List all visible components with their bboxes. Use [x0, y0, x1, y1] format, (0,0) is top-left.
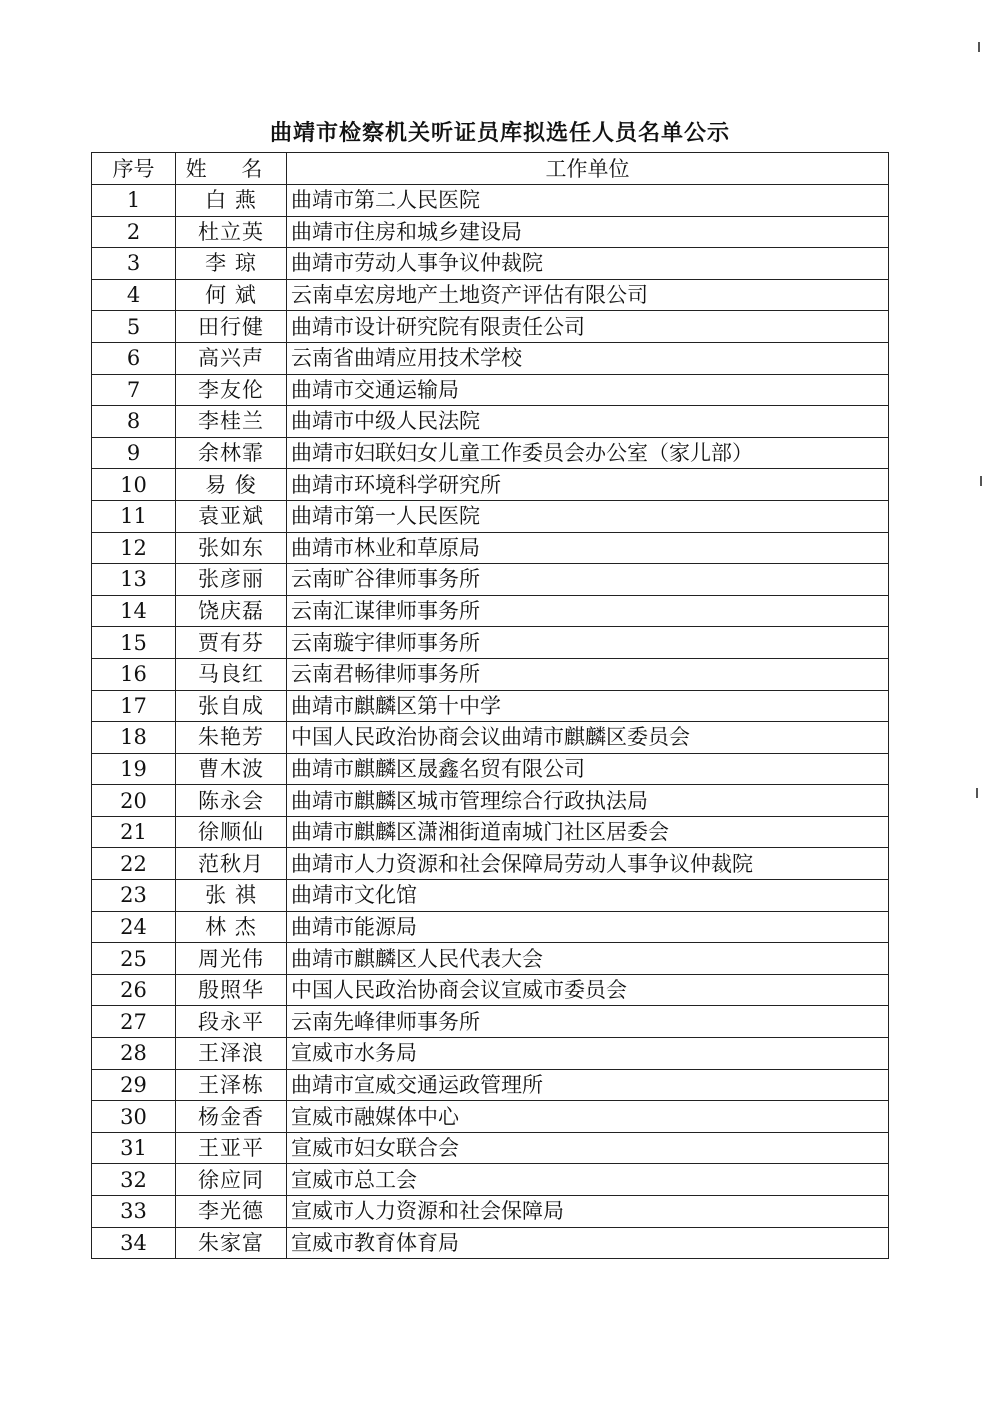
row-seq: 17	[92, 690, 176, 722]
table-row	[92, 1227, 889, 1259]
row-name: 王亚平	[176, 1132, 287, 1164]
table-row	[92, 1006, 889, 1038]
row-unit: 云南旷谷律师事务所	[287, 564, 889, 596]
table-row	[92, 1069, 889, 1101]
row-seq: 32	[92, 1164, 176, 1196]
table-row	[92, 816, 889, 848]
table-row	[92, 627, 889, 659]
row-name: 余林霏	[176, 437, 287, 469]
table-row	[92, 595, 889, 627]
row-unit: 宣威市妇女联合会	[287, 1132, 889, 1164]
row-seq: 27	[92, 1006, 176, 1038]
table-row	[92, 437, 889, 469]
row-name: 饶庆磊	[176, 595, 287, 627]
table-row	[92, 1196, 889, 1228]
row-unit: 曲靖市麒麟区晟鑫名贸有限公司	[287, 753, 889, 785]
row-name: 田行健	[176, 311, 287, 343]
row-seq: 7	[92, 374, 176, 406]
row-name: 李 琼	[176, 248, 287, 280]
row-name: 徐顺仙	[176, 816, 287, 848]
table-row	[92, 311, 889, 343]
row-seq: 29	[92, 1069, 176, 1101]
row-unit: 曲靖市第二人民医院	[287, 185, 889, 217]
row-unit: 曲靖市能源局	[287, 911, 889, 943]
row-name: 马良红	[176, 658, 287, 690]
row-seq: 12	[92, 532, 176, 564]
personnel-table	[91, 152, 889, 1259]
row-unit: 曲靖市麒麟区城市管理综合行政执法局	[287, 785, 889, 817]
row-unit: 曲靖市人力资源和社会保障局劳动人事争议仲裁院	[287, 848, 889, 880]
row-unit: 曲靖市第一人民医院	[287, 500, 889, 532]
row-unit: 宣威市水务局	[287, 1038, 889, 1070]
row-seq: 11	[92, 500, 176, 532]
row-seq: 13	[92, 564, 176, 596]
table-row	[92, 342, 889, 374]
row-seq: 18	[92, 722, 176, 754]
row-seq: 33	[92, 1196, 176, 1228]
row-name: 张彦丽	[176, 564, 287, 596]
table-row	[92, 374, 889, 406]
row-seq: 23	[92, 880, 176, 912]
row-name: 林 杰	[176, 911, 287, 943]
row-seq: 3	[92, 248, 176, 280]
row-name: 何 斌	[176, 279, 287, 311]
table-row	[92, 658, 889, 690]
row-unit: 中国人民政治协商会议曲靖市麒麟区委员会	[287, 722, 889, 754]
row-name: 曹木波	[176, 753, 287, 785]
row-seq: 24	[92, 911, 176, 943]
row-seq: 15	[92, 627, 176, 659]
row-name: 王泽浪	[176, 1038, 287, 1070]
scan-mark	[980, 476, 982, 486]
row-seq: 19	[92, 753, 176, 785]
table-row	[92, 532, 889, 564]
row-name: 范秋月	[176, 848, 287, 880]
row-unit: 曲靖市设计研究院有限责任公司	[287, 311, 889, 343]
row-seq: 21	[92, 816, 176, 848]
row-name: 陈永会	[176, 785, 287, 817]
row-seq: 22	[92, 848, 176, 880]
row-unit: 宣威市人力资源和社会保障局	[287, 1196, 889, 1228]
header-seq: 序号	[92, 153, 176, 185]
table-row	[92, 753, 889, 785]
row-unit: 云南卓宏房地产土地资产评估有限公司	[287, 279, 889, 311]
row-unit: 宣威市教育体育局	[287, 1227, 889, 1259]
row-name: 易 俊	[176, 469, 287, 501]
table-row	[92, 848, 889, 880]
table-row	[92, 279, 889, 311]
row-seq: 4	[92, 279, 176, 311]
table-row	[92, 880, 889, 912]
table-row	[92, 943, 889, 975]
table-row	[92, 722, 889, 754]
row-name: 高兴声	[176, 342, 287, 374]
table-row	[92, 406, 889, 438]
table-row	[92, 216, 889, 248]
row-seq: 6	[92, 342, 176, 374]
scan-mark	[976, 788, 978, 798]
row-name: 李友伦	[176, 374, 287, 406]
row-name: 杜立英	[176, 216, 287, 248]
row-name: 殷照华	[176, 974, 287, 1006]
row-unit: 曲靖市麒麟区潇湘街道南城门社区居委会	[287, 816, 889, 848]
row-seq: 28	[92, 1038, 176, 1070]
table-row	[92, 785, 889, 817]
header-name: 姓 名	[176, 153, 287, 185]
row-unit: 曲靖市中级人民法院	[287, 406, 889, 438]
row-name: 白 燕	[176, 185, 287, 217]
row-unit: 曲靖市宣威交通运政管理所	[287, 1069, 889, 1101]
row-unit: 云南汇谋律师事务所	[287, 595, 889, 627]
row-seq: 34	[92, 1227, 176, 1259]
row-name: 张如东	[176, 532, 287, 564]
row-seq: 25	[92, 943, 176, 975]
table-row	[92, 564, 889, 596]
table-row	[92, 1132, 889, 1164]
table-row	[92, 185, 889, 217]
row-name: 朱艳芳	[176, 722, 287, 754]
row-unit: 曲靖市交通运输局	[287, 374, 889, 406]
row-seq: 8	[92, 406, 176, 438]
row-seq: 26	[92, 974, 176, 1006]
table-row	[92, 974, 889, 1006]
row-unit: 云南先峰律师事务所	[287, 1006, 889, 1038]
table-row	[92, 500, 889, 532]
row-unit: 云南璇宇律师事务所	[287, 627, 889, 659]
table-header-row	[92, 153, 889, 185]
table-row	[92, 1164, 889, 1196]
row-unit: 中国人民政治协商会议宣威市委员会	[287, 974, 889, 1006]
table-row	[92, 690, 889, 722]
row-seq: 20	[92, 785, 176, 817]
row-unit: 宣威市总工会	[287, 1164, 889, 1196]
row-seq: 16	[92, 658, 176, 690]
row-seq: 31	[92, 1132, 176, 1164]
row-name: 贾有芬	[176, 627, 287, 659]
row-name: 杨金香	[176, 1101, 287, 1133]
table-row	[92, 469, 889, 501]
table-row	[92, 1101, 889, 1133]
page-title: 曲靖市检察机关听证员库拟选任人员名单公示	[269, 121, 730, 146]
row-name: 李桂兰	[176, 406, 287, 438]
row-name: 徐应同	[176, 1164, 287, 1196]
row-unit: 曲靖市麒麟区第十中学	[287, 690, 889, 722]
row-unit: 曲靖市林业和草原局	[287, 532, 889, 564]
row-seq: 9	[92, 437, 176, 469]
row-name: 张 祺	[176, 880, 287, 912]
row-unit: 云南君畅律师事务所	[287, 658, 889, 690]
table-body	[92, 185, 889, 1259]
table-row	[92, 1038, 889, 1070]
row-unit: 曲靖市文化馆	[287, 880, 889, 912]
row-unit: 曲靖市住房和城乡建设局	[287, 216, 889, 248]
row-seq: 30	[92, 1101, 176, 1133]
row-name: 王泽栋	[176, 1069, 287, 1101]
table-row	[92, 911, 889, 943]
row-name: 朱家富	[176, 1227, 287, 1259]
row-seq: 5	[92, 311, 176, 343]
header-unit: 工作单位	[287, 153, 889, 185]
row-name: 张自成	[176, 690, 287, 722]
row-seq: 10	[92, 469, 176, 501]
row-seq: 1	[92, 185, 176, 217]
row-unit: 曲靖市环境科学研究所	[287, 469, 889, 501]
row-seq: 14	[92, 595, 176, 627]
row-name: 李光德	[176, 1196, 287, 1228]
row-unit: 宣威市融媒体中心	[287, 1101, 889, 1133]
row-name: 段永平	[176, 1006, 287, 1038]
row-unit: 曲靖市妇联妇女儿童工作委员会办公室（家儿部）	[287, 437, 889, 469]
table-row	[92, 248, 889, 280]
scan-mark	[978, 42, 980, 52]
row-name: 周光伟	[176, 943, 287, 975]
row-unit: 曲靖市劳动人事争议仲裁院	[287, 248, 889, 280]
row-unit: 云南省曲靖应用技术学校	[287, 342, 889, 374]
row-name: 袁亚斌	[176, 500, 287, 532]
row-seq: 2	[92, 216, 176, 248]
row-unit: 曲靖市麒麟区人民代表大会	[287, 943, 889, 975]
